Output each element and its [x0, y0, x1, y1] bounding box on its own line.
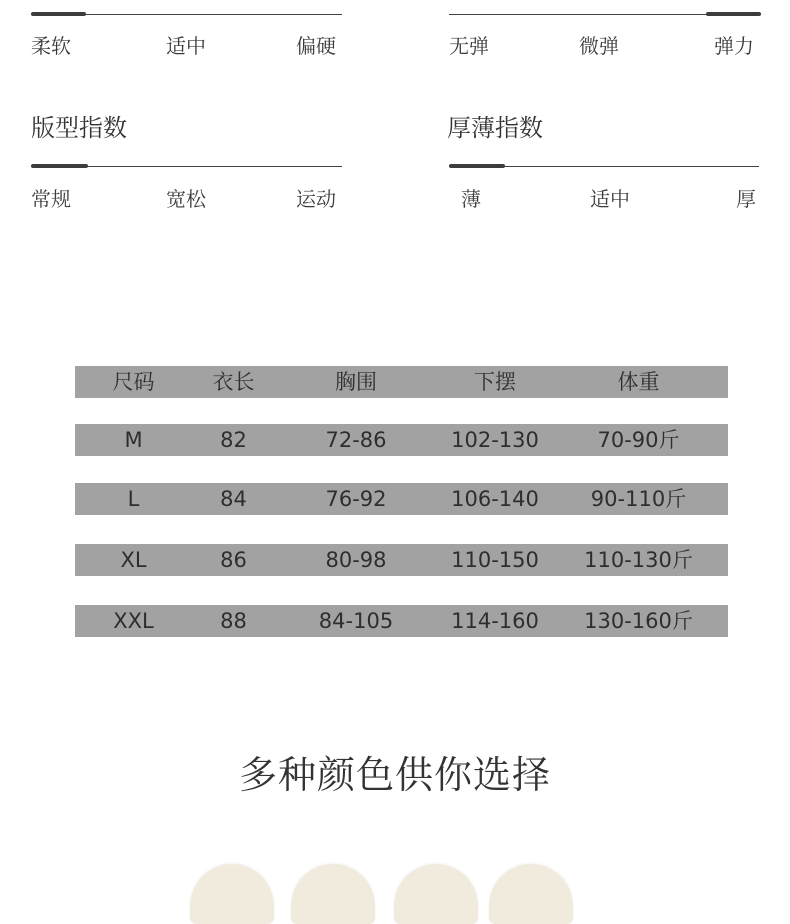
- table-row: [75, 424, 728, 456]
- fit-label-mid: 宽松: [166, 187, 206, 211]
- cell-weight: 70-90斤: [597, 428, 680, 452]
- softness-label-low: 柔软: [31, 34, 71, 58]
- softness-label-high: 偏硬: [296, 34, 336, 58]
- thickness-label-mid: 适中: [590, 187, 630, 211]
- cell-length: 86: [220, 548, 247, 572]
- cell-chest: 84-105: [318, 609, 394, 633]
- color-swatch[interactable]: [291, 864, 375, 924]
- cell-hem: 110-150: [451, 548, 539, 572]
- header-size: 尺码: [112, 370, 155, 394]
- cell-chest: 80-98: [325, 548, 387, 572]
- fit-scale-fill: [31, 164, 88, 168]
- cell-hem: 106-140: [451, 487, 539, 511]
- softness-label-mid: 适中: [166, 34, 206, 58]
- cell-weight: 110-130斤: [584, 548, 693, 572]
- cell-hem: 114-160: [451, 609, 539, 633]
- color-swatch[interactable]: [489, 864, 573, 924]
- thickness-label-high: 厚: [736, 187, 756, 211]
- cell-length: 88: [220, 609, 247, 633]
- table-row: [75, 605, 728, 637]
- color-swatch[interactable]: [190, 864, 274, 924]
- cell-length: 82: [220, 428, 247, 452]
- header-hem: 下摆: [474, 370, 516, 394]
- table-row: [75, 544, 728, 576]
- elasticity-label-mid: 微弹: [579, 34, 619, 58]
- cell-weight: 90-110斤: [590, 487, 687, 511]
- cell-size: M: [124, 428, 143, 452]
- cell-hem: 102-130: [451, 428, 539, 452]
- thickness-label-low: 薄: [461, 187, 481, 211]
- thickness-scale-fill: [449, 164, 505, 168]
- header-length: 衣长: [212, 370, 255, 394]
- cell-weight: 130-160斤: [584, 609, 693, 633]
- cell-size: XL: [120, 548, 147, 572]
- elasticity-scale-fill: [706, 12, 761, 16]
- colors-section-heading: 多种颜色供你选择: [238, 753, 551, 797]
- fit-label-low: 常规: [31, 187, 71, 211]
- table-row: [75, 483, 728, 515]
- cell-length: 84: [220, 487, 247, 511]
- thickness-index-title: 厚薄指数: [447, 114, 543, 142]
- fit-label-high: 运动: [296, 187, 336, 211]
- size-table-header: [75, 366, 728, 398]
- softness-scale-fill: [31, 12, 86, 16]
- header-weight: 体重: [617, 370, 660, 394]
- fit-index-title: 版型指数: [31, 114, 127, 142]
- elasticity-label-low: 无弹: [449, 34, 489, 58]
- header-chest: 胸围: [335, 370, 377, 394]
- cell-chest: 76-92: [325, 487, 387, 511]
- color-swatch[interactable]: [394, 864, 478, 924]
- elasticity-label-high: 弹力: [714, 34, 754, 58]
- cell-chest: 72-86: [325, 428, 387, 452]
- cell-size: L: [127, 487, 140, 511]
- cell-size: XXL: [113, 609, 154, 633]
